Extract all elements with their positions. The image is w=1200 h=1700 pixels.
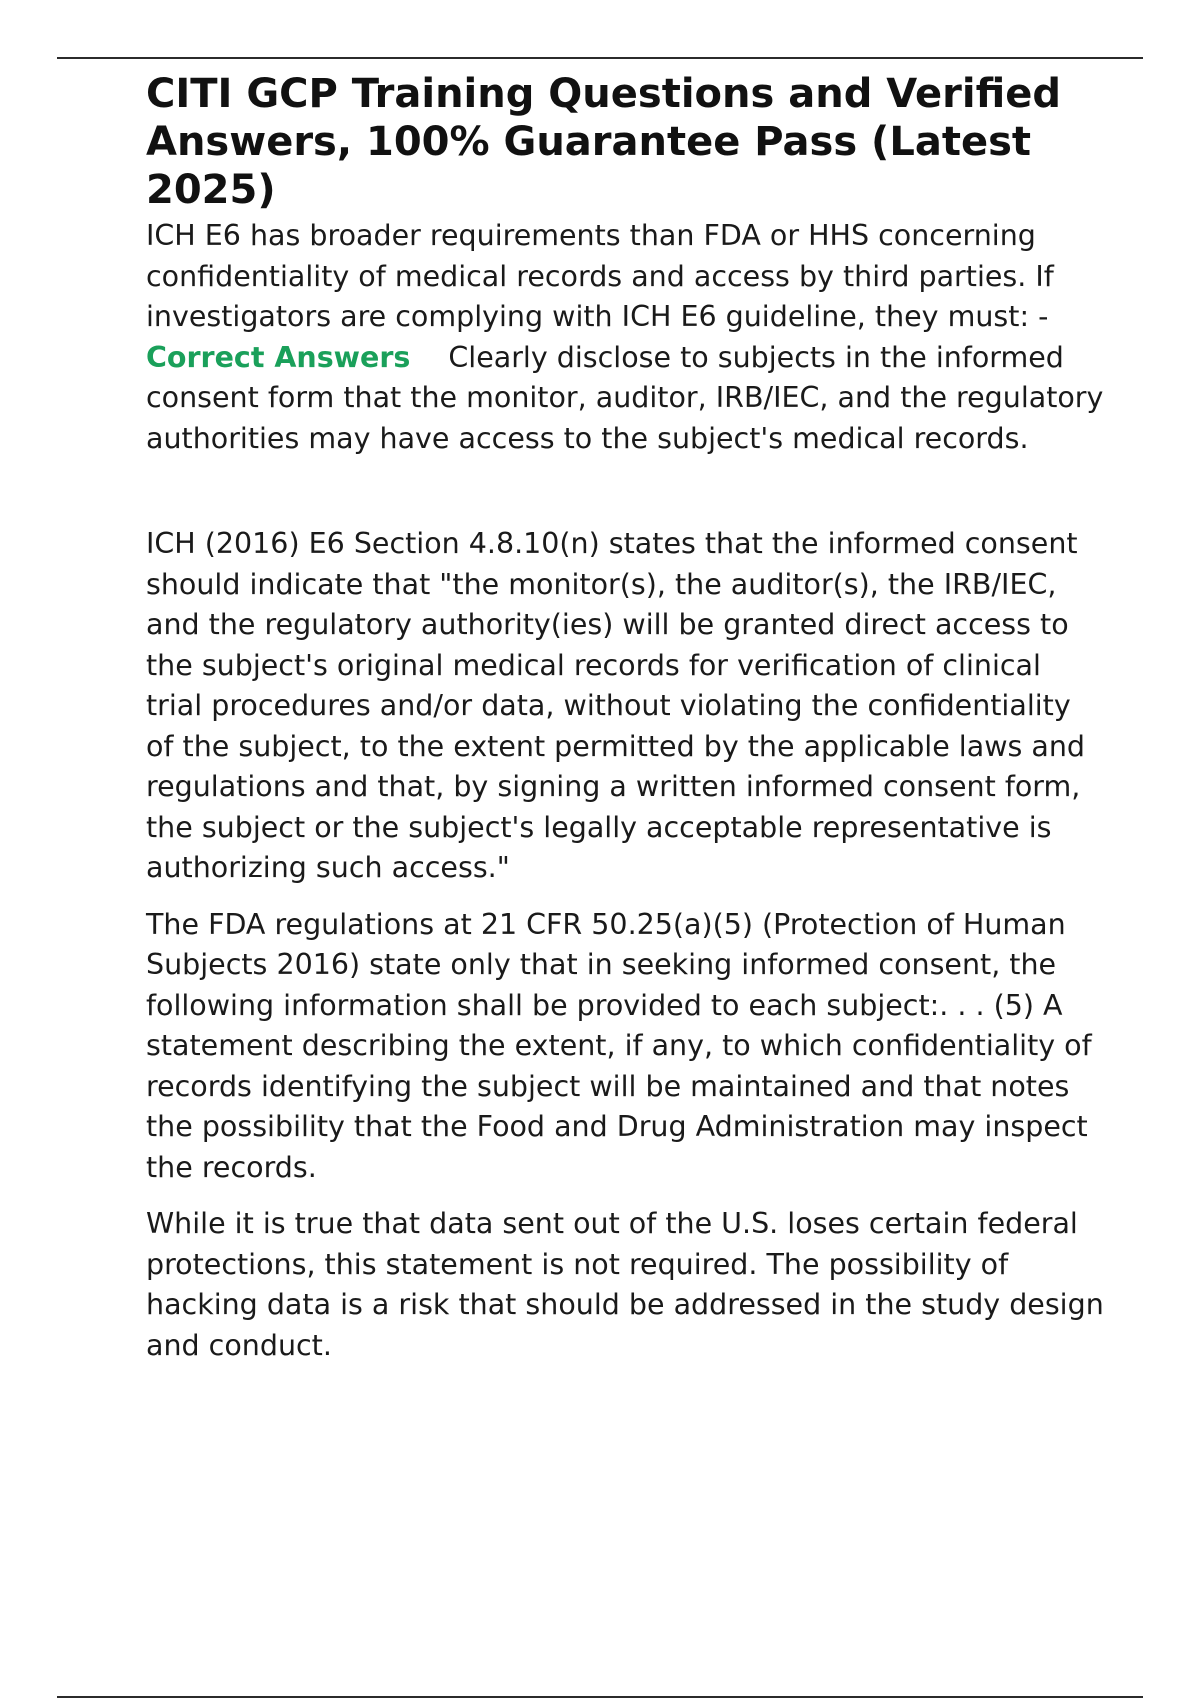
- answer-text: Clearly disclose to subjects in the informed consent form that the monitor, auditor, IRB/IEC, and the regulatory authorities may have access to the subject's medical records.: [146, 340, 1104, 455]
- bottom-divider: [57, 1696, 1143, 1698]
- correct-answers-label: Correct Answers: [146, 340, 411, 374]
- question-text: ICH E6 has broader requirements than FDA or HHS concerning confidentiality of medical records and access by third parties. If investigators are complying with ICH E6 guideline, they must: -: [146, 219, 1054, 333]
- question-paragraph: [146, 216, 1106, 459]
- document-title: CITI GCP Training Questions and Verified Answers, 100% Guarantee Pass (Latest 2025): [146, 71, 1062, 213]
- explanation-paragraph-data-protection: While it is true that data sent out of the U.S. loses certain federal protections, this statement is not required. The possibility of hacking data is a risk that should be addressed in the study design and conduct.: [146, 1207, 1104, 1362]
- top-divider: [57, 57, 1143, 59]
- document-body: [146, 70, 1106, 1366]
- explanation-paragraph-fda: The FDA regulations at 21 CFR 50.25(a)(5) (Protection of Human Subjects 2016) state only that in seeking informed consent, the following information shall be provided to each subject:. . . (5) A statement describing the extent, if any, to which confidentiality of records identifying the subject will be maintained and that notes the possibility that the Food and Drug Administration may inspect the records.: [146, 907, 1092, 1184]
- explanation-paragraph-ich: ICH (2016) E6 Section 4.8.10(n) states that the informed consent should indicate that "the monitor(s), the auditor(s), the IRB/IEC, and the regulatory authority(ies) will be granted direct access to the subject's original medical records for verification of clinical trial procedures and/or data, without violating the confidentiality of the subject, to the extent permitted by the applicable laws and regulations and that, by signing a written informed consent form, the subject or the subject's legally acceptable representative is authorizing such access.": [146, 527, 1086, 884]
